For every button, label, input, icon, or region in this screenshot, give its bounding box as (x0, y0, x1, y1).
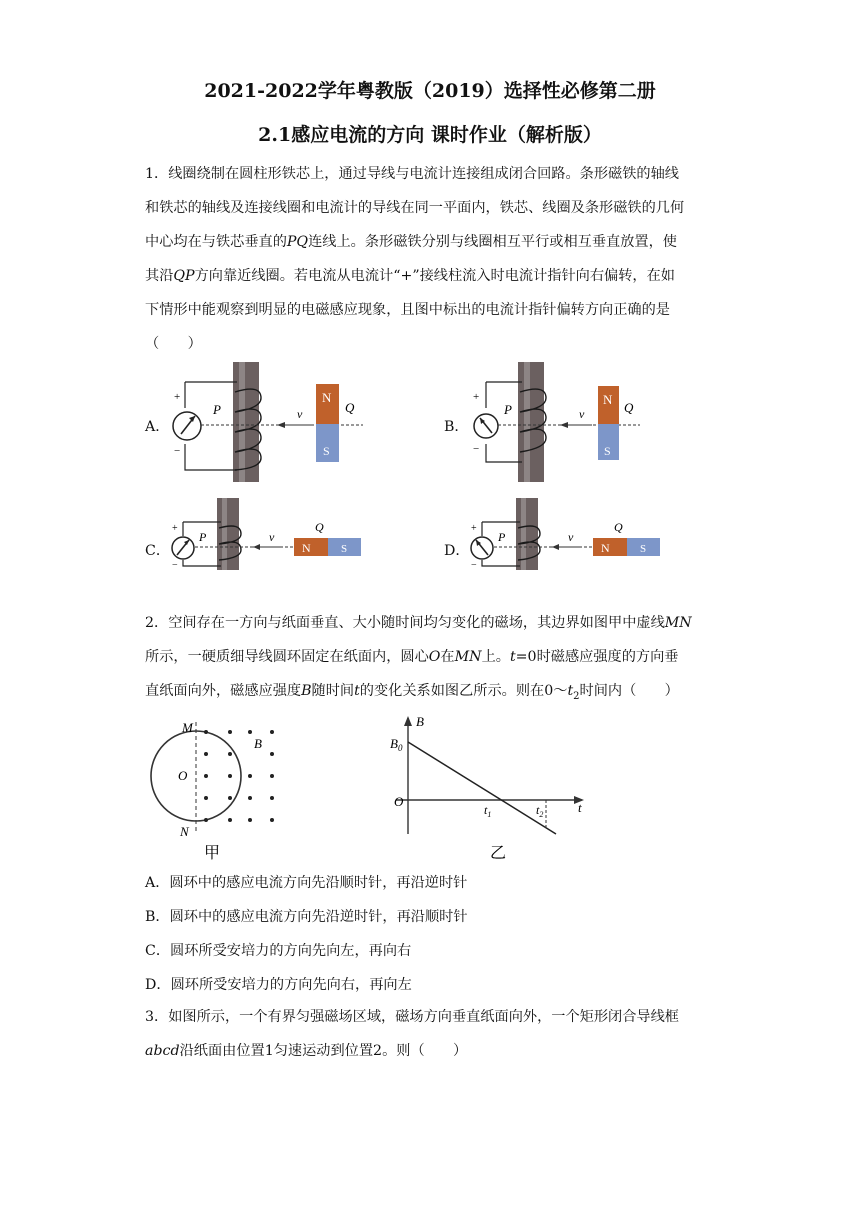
question-2 (145, 606, 720, 708)
q1-option-b[interactable]: B． (444, 419, 469, 435)
q1-option-d[interactable]: D． (444, 543, 470, 559)
figure-c (165, 498, 365, 570)
q2-line-2: 所示，一硬质细导线圆环固定在纸面内，圆心O在MN上。t=0时磁感应强度的方向垂 (145, 649, 679, 665)
qp-label: QP (173, 268, 195, 284)
svg-text:甲: 甲 (204, 845, 221, 862)
q2-option-d[interactable]: D．圆环所受安培力的方向先向右，再向左 (145, 977, 412, 993)
svg-text:−: − (473, 443, 480, 455)
q1-option-c[interactable]: C． (145, 543, 171, 559)
figure-a (165, 362, 370, 482)
svg-text:乙: 乙 (490, 845, 507, 862)
q2-option-b[interactable]: B．圆环中的感应电流方向先沿逆时针，再沿顺时针 (145, 909, 468, 925)
svg-text:P: P (213, 402, 221, 417)
q1-line-6: （ ） (145, 336, 202, 352)
svg-text:N: N (180, 824, 189, 839)
title-line-1: 2021-2022学年粤教版（2019）选择性必修第二册 (204, 80, 656, 102)
iron-core (518, 362, 544, 482)
q2-line-3: 直纸面向外，磁感应强度B随时间t的变化关系如图乙所示。则在$0\sim t_2$时间内（ ） (145, 683, 679, 702)
svg-text:S: S (323, 444, 330, 458)
svg-text:S: S (604, 444, 611, 458)
svg-text:v: v (568, 530, 574, 544)
q1-line-1: 1．线圈绕制在圆柱形铁芯上，通过导线与电流计连接组成闭合回路。条形磁铁的轴线 (145, 166, 679, 182)
q1-line-2: 和铁芯的轴线及连接线圈和电流计的导线在同一平面内，铁芯、线圈及条形磁铁的几何 (145, 200, 685, 216)
svg-text:−: − (172, 560, 178, 570)
svg-text:Q: Q (624, 400, 634, 415)
figure-yi (380, 712, 595, 862)
svg-text:+: + (174, 391, 181, 403)
title-line-2: 2.1感应电流的方向 课时作业（解析版） (258, 124, 602, 146)
iron-core (233, 362, 259, 482)
svg-text:N: N (601, 541, 610, 555)
svg-text:Q: Q (614, 520, 623, 534)
q1-option-a[interactable]: A． (145, 419, 170, 435)
svg-text:N: N (302, 541, 311, 555)
t1-label: $t_1$ (484, 803, 492, 819)
q3-line-2: abcd沿纸面由位置1匀速运动到位置2。则（ ） (145, 1043, 468, 1059)
q3-line-1: 3．如图所示，一个有界匀强磁场区域，磁场方向垂直纸面向外，一个矩形闭合导线框 (145, 1009, 679, 1025)
svg-text:+: + (172, 523, 178, 534)
question-3 (145, 1000, 720, 1068)
svg-text:S: S (640, 543, 647, 555)
figure-jia (140, 712, 290, 862)
t2-label: $t_2$ (536, 803, 544, 819)
q2-line-1: 2．空间存在一方向与纸面垂直、大小随时间均匀变化的磁场，其边界如图甲中虚线MN (145, 615, 692, 631)
svg-text:P: P (498, 530, 506, 544)
pq-label: PQ (286, 234, 309, 250)
figure-d (464, 498, 664, 570)
q2-option-c[interactable]: C．圆环所受安培力的方向先向左，再向右 (145, 943, 412, 959)
q1-line-5: 下情形中能观察到明显的电磁感应现象，且图中标出的电流计指针偏转方向正确的是 (145, 302, 670, 318)
svg-text:N: N (603, 392, 613, 407)
q2-option-a[interactable]: A．圆环中的感应电流方向先沿顺时针，再沿逆时针 (145, 875, 468, 891)
svg-text:Q: Q (345, 400, 355, 415)
svg-text:M: M (182, 720, 193, 735)
svg-text:v: v (579, 407, 585, 421)
svg-text:−: − (471, 560, 477, 570)
svg-text:B: B (254, 736, 262, 751)
svg-text:−: − (174, 445, 181, 457)
svg-text:t: t (578, 800, 582, 815)
field-dots (204, 730, 274, 822)
b-t-line (408, 742, 556, 834)
magnet-north (593, 538, 627, 556)
svg-text:S: S (341, 543, 348, 555)
svg-text:P: P (199, 530, 207, 544)
svg-text:B: B (416, 714, 424, 729)
svg-text:v: v (297, 407, 303, 421)
figure-b (464, 362, 669, 482)
svg-text:N: N (322, 390, 332, 405)
svg-text:Q: Q (315, 520, 324, 534)
svg-text:O: O (394, 794, 404, 809)
b0-label: $B_0$ (390, 736, 403, 753)
svg-text:+: + (473, 391, 480, 403)
q1-line-3: 中心均在与铁芯垂直的PQ连线上。条形磁铁分别与线圈相互平行或相互垂直放置，使 (145, 234, 677, 250)
svg-text:+: + (471, 523, 477, 534)
question-1 (145, 157, 720, 361)
svg-text:O: O (178, 768, 188, 783)
q1-line-4: 其沿QP方向靠近线圈。若电流从电流计“+”接线柱流入时电流计指针向右偏转，在如 (145, 268, 675, 284)
svg-text:v: v (269, 530, 275, 544)
svg-text:P: P (504, 402, 512, 417)
magnet-north (294, 538, 328, 556)
